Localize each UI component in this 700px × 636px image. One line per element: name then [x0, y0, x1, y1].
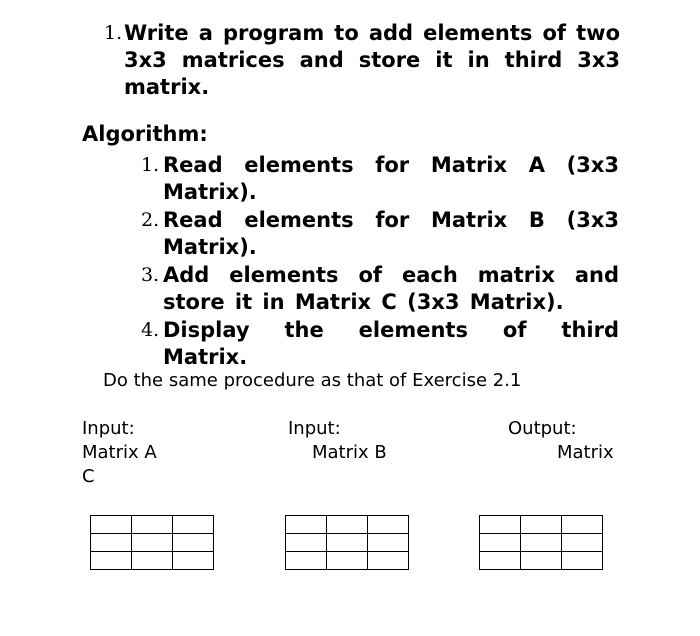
- matrix-cell: [562, 516, 603, 534]
- matrix-cell: [521, 552, 562, 570]
- matrix-a-label-overflow: C: [82, 466, 95, 487]
- exercise-heading: [104, 20, 620, 101]
- matrix-b-grid: [285, 515, 409, 570]
- matrix-cell: [286, 516, 327, 534]
- matrix-cell: [327, 552, 368, 570]
- matrix-cell: [480, 534, 521, 552]
- matrix-cell: [91, 516, 132, 534]
- algorithm-title: Algorithm:: [82, 122, 208, 146]
- matrix-cell: [327, 534, 368, 552]
- matrix-cell: [368, 552, 409, 570]
- matrix-cell: [286, 552, 327, 570]
- matrix-cell: [173, 552, 214, 570]
- input-b-label-group: [288, 417, 387, 465]
- matrix-b-label: Matrix B: [312, 442, 387, 463]
- exercise-number: 1.: [104, 22, 123, 44]
- matrix-cell: [173, 534, 214, 552]
- output-label: Output:: [508, 418, 577, 439]
- matrix-c-label: Matrix: [557, 442, 614, 463]
- matrix-cell: [480, 552, 521, 570]
- step-number: 1.: [141, 154, 160, 176]
- matrix-cell: [286, 534, 327, 552]
- matrix-cell: [521, 534, 562, 552]
- algorithm-step: [141, 207, 619, 261]
- matrix-cell: [480, 516, 521, 534]
- matrix-c-grid: [479, 515, 603, 570]
- matrix-cell: [368, 516, 409, 534]
- matrix-cell: [132, 534, 173, 552]
- step-text: Add elements of each matrix and store it in Matrix C (3x3 Matrix).: [163, 263, 619, 314]
- procedure-note: Do the same procedure as that of Exercise 2.1: [103, 370, 522, 391]
- algorithm-step: [141, 262, 619, 316]
- algorithm-steps: [141, 152, 619, 372]
- algorithm-step: [141, 152, 619, 206]
- step-number: 2.: [141, 209, 160, 231]
- matrix-cell: [132, 516, 173, 534]
- exercise-text: Write a program to add elements of two 3x3 matrices and store it in third 3x3 matrix.: [124, 21, 620, 99]
- input-b-label: Input:: [288, 418, 341, 439]
- matrix-cell: [562, 534, 603, 552]
- matrix-cell: [91, 552, 132, 570]
- step-number: 3.: [141, 264, 160, 286]
- input-a-label-group: [82, 417, 157, 489]
- matrix-cell: [368, 534, 409, 552]
- step-text: Display the elements of third Matrix.: [163, 318, 619, 369]
- matrix-cell: [327, 516, 368, 534]
- step-text: Read elements for Matrix B (3x3 Matrix).: [163, 208, 619, 259]
- algorithm-step: [141, 317, 619, 371]
- step-number: 4.: [141, 319, 160, 341]
- input-a-label: Input:: [82, 418, 135, 439]
- matrix-cell: [521, 516, 562, 534]
- step-text: Read elements for Matrix A (3x3 Matrix).: [163, 153, 619, 204]
- output-label-group: [508, 417, 614, 465]
- matrix-cell: [91, 534, 132, 552]
- matrix-a-label: Matrix A: [82, 442, 157, 463]
- matrix-cell: [173, 516, 214, 534]
- matrix-a-grid: [90, 515, 214, 570]
- matrix-cell: [562, 552, 603, 570]
- matrix-cell: [132, 552, 173, 570]
